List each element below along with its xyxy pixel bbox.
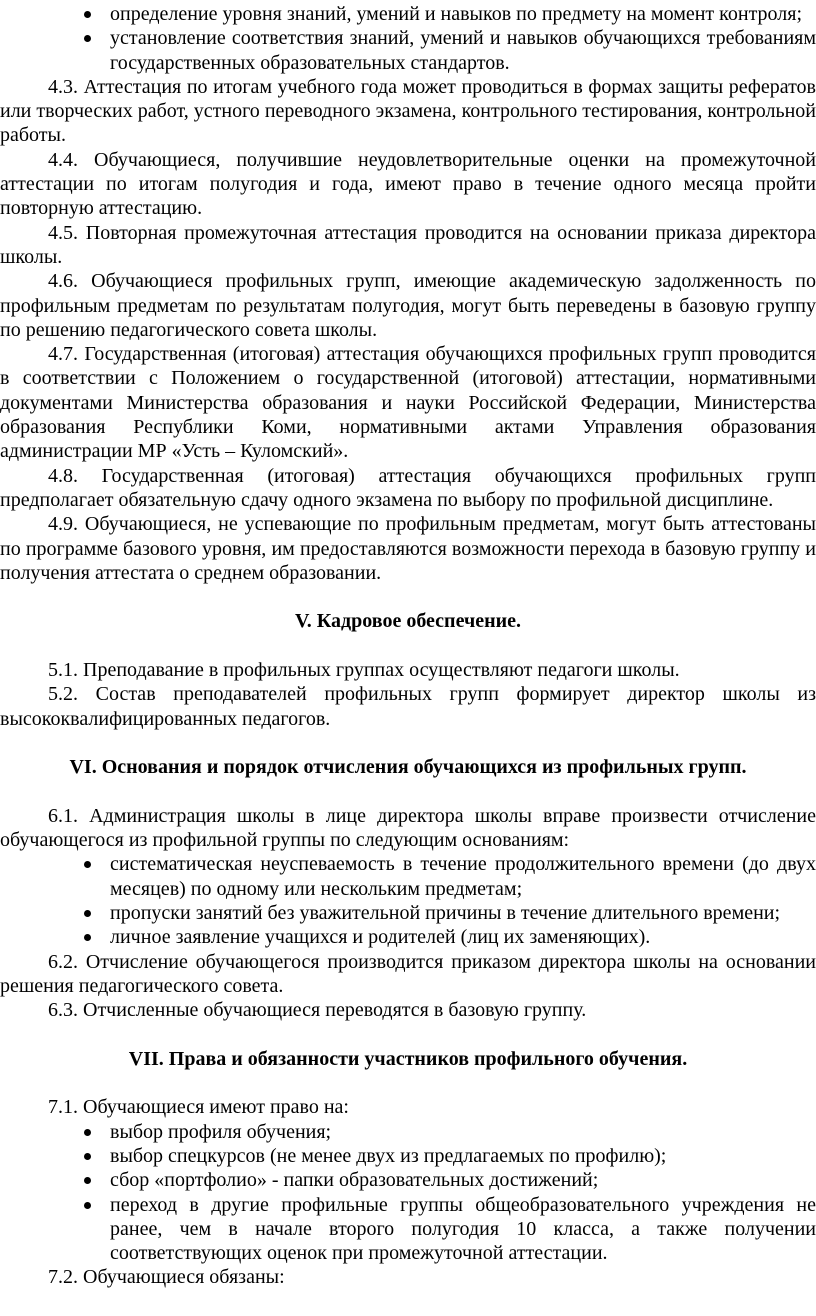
spacer xyxy=(0,634,816,658)
bullet-icon xyxy=(84,11,91,18)
spacer xyxy=(0,780,816,804)
list-item: установление соответствия знаний, умений и навыков обучающихся требованиям государственных образовательных стандартов. xyxy=(110,26,816,75)
paragraph-7-2: 7.2. Обучающиеся обязаны: xyxy=(48,1266,285,1289)
bullet-icon xyxy=(84,934,91,941)
intro-bullet-list xyxy=(0,2,816,75)
list-item: определение уровня знаний, умений и навыков по предмету на момент контроля; xyxy=(110,2,816,26)
bullet-icon xyxy=(84,1202,91,1209)
section-6-bullet-list xyxy=(0,852,816,949)
bullet-icon xyxy=(84,1177,91,1184)
paragraph-4-7: 4.7. Государственная (итоговая) аттестация обучающихся профильных групп проводится в соответствии с Положением о государственной (итоговой) аттестации, нормативными документами Министерства образования и науки Российской Федерации, Министерства образования Республики Коми, нормативными актами Управления образования администрации МР «Усть – Куломский». xyxy=(0,343,816,463)
paragraph-6-1: 6.1. Администрация школы в лице директора школы вправе произвести отчисление обучающегося из профильной группы по следующим основаниям: xyxy=(0,804,816,852)
paragraph-4-9: 4.9. Обучающиеся, не успевающие по профильным предметам, могут быть аттестованы по программе базового уровня, им предоставляются возможности перехода в базовую группу и получения аттестата о среднем образовании. xyxy=(0,513,816,584)
paragraph-4-4: 4.4. Обучающиеся, получившие неудовлетворительные оценки на промежуточной аттестации по итогам полугодия и года, имеют право в течение одного месяца пройти повторную аттестацию. xyxy=(0,148,816,220)
paragraph-4-6: 4.6. Обучающиеся профильных групп, имеющие академическую задолженность по профильным предметам по результатам полугодия, могут быть переведены в базовую группу по решению педагогического совета школы. xyxy=(0,270,816,341)
paragraph-4-8: 4.8. Государственная (итоговая) аттестация обучающихся профильных групп предполагает обязательную сдачу одного экзамена по выбору по профильной дисциплине. xyxy=(0,464,816,511)
spacer xyxy=(0,1022,816,1046)
bullet-icon xyxy=(84,35,91,42)
paragraph-5-1: 5.1. Преподавание в профильных группах осуществляют педагоги школы. xyxy=(48,659,680,682)
list-item: личное заявление учащихся и родителей (лиц их заменяющих). xyxy=(110,925,816,949)
section-5-heading: V. Кадровое обеспечение. xyxy=(294,610,522,633)
paragraph-7-1: 7.1. Обучающиеся имеют право на: xyxy=(48,1096,349,1119)
bullet-icon xyxy=(84,1153,91,1160)
spacer xyxy=(0,731,816,755)
section-6-heading: VI. Основания и порядок отчисления обучающихся из профильных групп. xyxy=(69,756,747,779)
list-item: систематическая неуспеваемость в течение продолжительного времени (до двух месяцев) по одному или нескольким предметам; xyxy=(110,852,816,901)
paragraph-5-2: 5.2. Состав преподавателей профильных групп формирует директор школы из высококвалифицированных педагогов. xyxy=(0,683,816,730)
list-item: переход в другие профильные группы общеобразовательного учреждения не ранее, чем в начале второго полугодия 10 класса, а также получении соответствующих оценок при промежуточной аттестации. xyxy=(110,1193,816,1266)
paragraph-6-3: 6.3. Отчисленные обучающиеся переводятся в базовую группу. xyxy=(48,999,587,1022)
list-item: сбор «портфолио» - папки образовательных достижений; xyxy=(110,1168,816,1192)
paragraph-4-5: 4.5. Повторная промежуточная аттестация проводится на основании приказа директора школы. xyxy=(0,221,816,268)
spacer xyxy=(0,585,816,609)
spacer xyxy=(0,1071,816,1095)
list-item: пропуски занятий без уважительной причины в течение длительного времени; xyxy=(110,901,816,925)
list-item: выбор спецкурсов (не менее двух из предлагаемых по профилю); xyxy=(110,1144,816,1168)
section-7-heading: VII. Права и обязанности участников профильного обучения. xyxy=(128,1047,688,1070)
bullet-icon xyxy=(84,1129,91,1136)
paragraph-4-3: 4.3. Аттестация по итогам учебного года может проводиться в формах защиты рефератов или творческих работ, устного переводного экзамена, контрольного тестирования, контрольной работы. xyxy=(0,75,816,147)
bullet-icon xyxy=(84,861,91,868)
paragraph-6-2: 6.2. Отчисление обучающегося производится приказом директора школы на основании решения педагогического совета. xyxy=(0,950,816,997)
bullet-icon xyxy=(84,910,91,917)
list-item: выбор профиля обучения; xyxy=(110,1120,816,1144)
section-7-bullet-list xyxy=(0,1120,816,1266)
